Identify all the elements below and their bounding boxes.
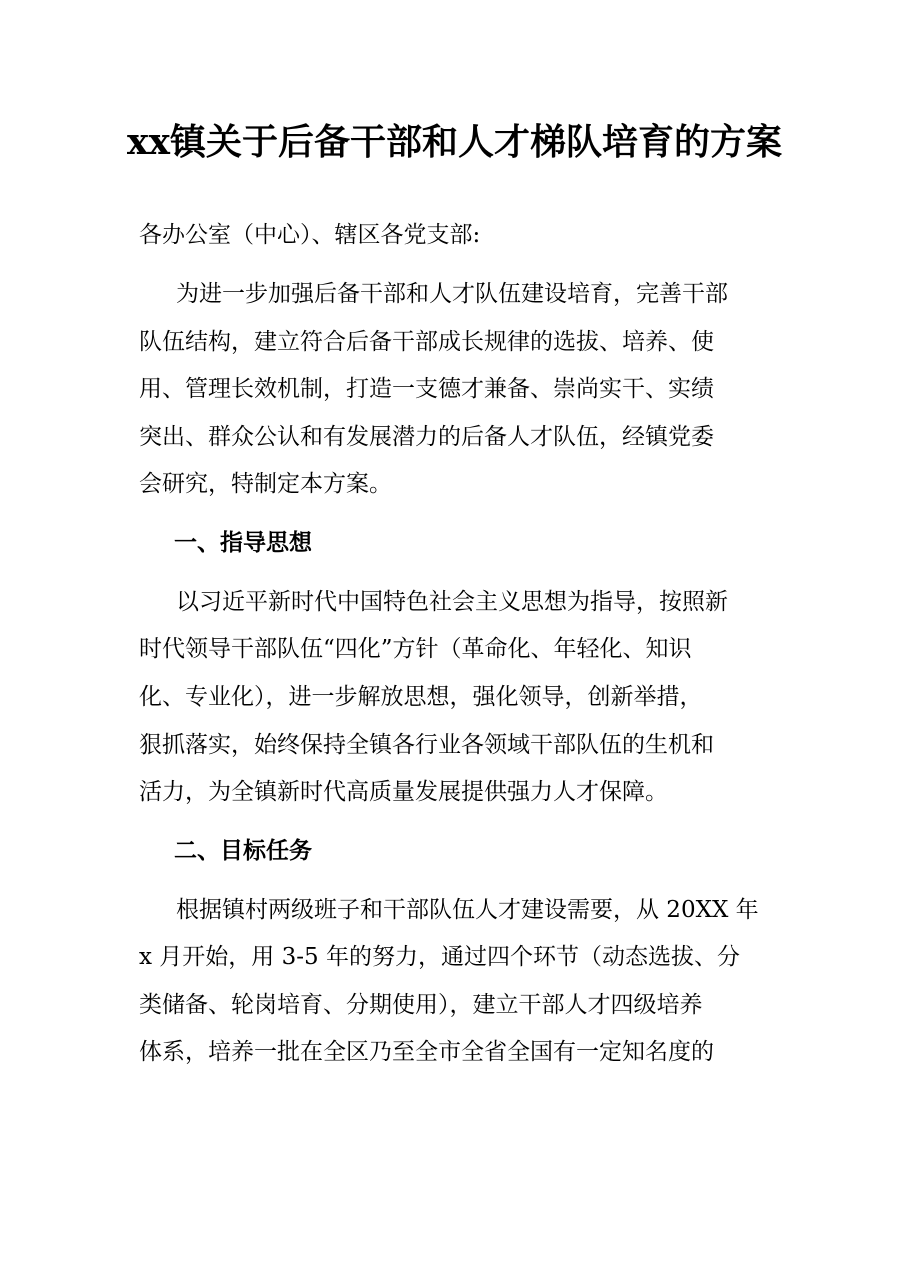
- intro-line: 突出、群众公认和有发展潜力的后备人才队伍，经镇党委: [139, 424, 714, 450]
- intro-line: 用、管理长效机制，打造一支德才兼备、崇尚实干、实绩: [139, 376, 714, 402]
- intro-line: 会研究，特制定本方案。: [139, 471, 392, 497]
- section1-line: 化、专业化），进一步解放思想，强化领导，创新举措，: [139, 684, 703, 710]
- section2-line: x 月开始，用 3-5 年的努力，通过四个环节（动态选拔、分: [139, 944, 740, 970]
- section2-line: 类储备、轮岗培育、分期使用），建立干部人才四级培养: [139, 992, 703, 1018]
- section1-line: 活力，为全镇新时代高质量发展提供强力人才保障。: [139, 779, 668, 805]
- section1-line: 以习近平新时代中国特色社会主义思想为指导，按照新: [176, 589, 728, 615]
- section2-line: 根据镇村两级班子和干部队伍人才建设需要，从 20XX 年: [176, 897, 759, 923]
- salutation: 各办公室（中心）、辖区各党支部:: [139, 222, 481, 248]
- section1-line: 狠抓落实，始终保持全镇各行业各领域干部队伍的生机和: [139, 732, 714, 758]
- section1-line: 时代领导干部队伍“四化”方针（革命化、年轻化、知识: [139, 636, 692, 662]
- section-heading-guiding-thought: 一、指导思想: [174, 530, 312, 556]
- intro-line: 为进一步加强后备干部和人才队伍建设培育，完善干部: [176, 281, 728, 307]
- document-title: xx镇关于后备干部和人才梯队培育的方案: [127, 121, 782, 163]
- intro-line: 队伍结构，建立符合后备干部成长规律的选拔、培养、使: [139, 329, 714, 355]
- section-heading-goals: 二、目标任务: [174, 838, 312, 864]
- section2-line: 体系，培养一批在全区乃至全市全省全国有一定知名度的: [139, 1039, 714, 1065]
